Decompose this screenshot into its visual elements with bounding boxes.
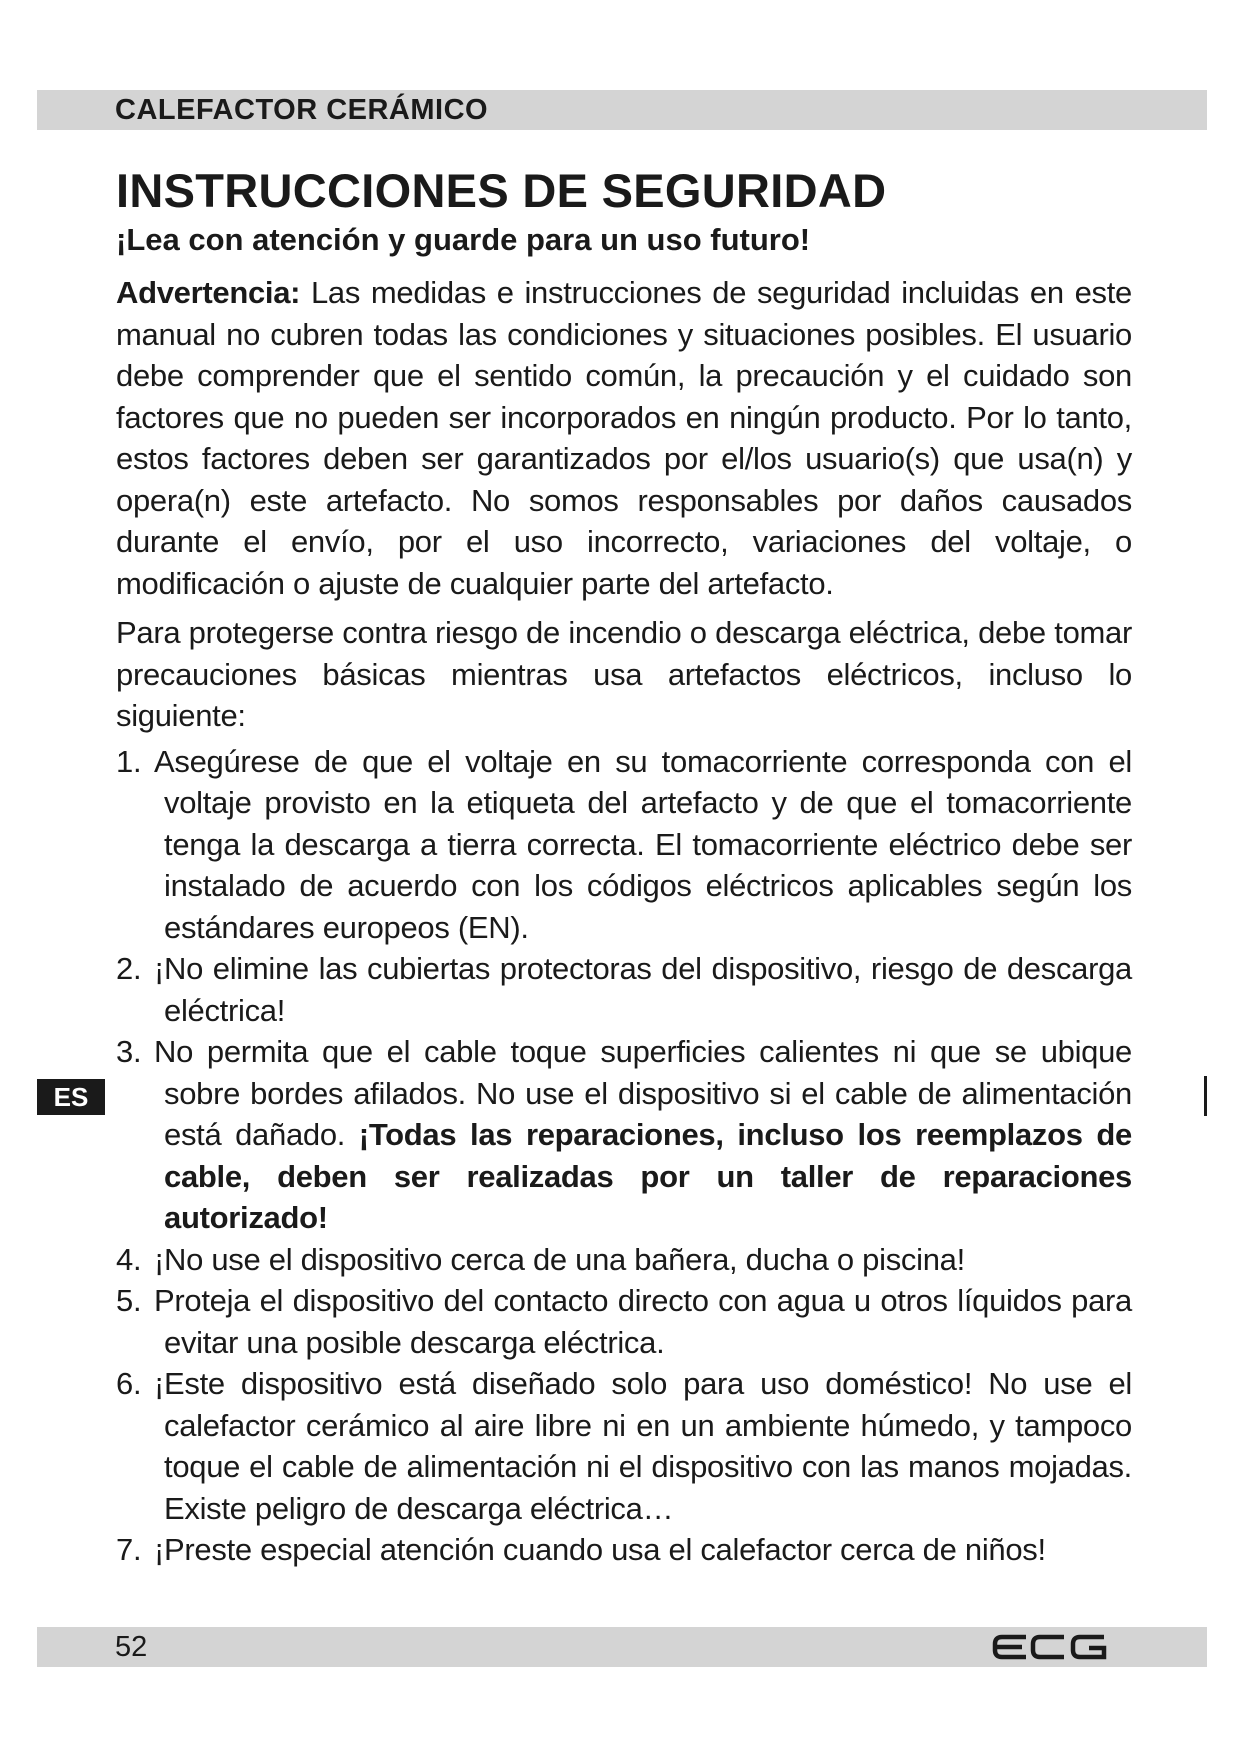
list-item-number: 5. [116, 1283, 142, 1318]
list-item-text: ¡Este dispositivo está diseñado solo para uso doméstico! No use el calefactor cerámico al aire libre ni en un ambiente húmedo, y tampoco toque el cable de alimentación ni el dispositivo con las manos mojadas. Existe peligro de descarga eléctrica… [154, 1366, 1132, 1526]
footer-bar [37, 1627, 1207, 1667]
list-item-number: 1. [116, 743, 142, 779]
list-item-text-bold: ¡Todas las reparaciones, incluso los reemplazos de cable, deben ser realizadas por un taller de reparaciones autorizado! [164, 1117, 1132, 1235]
page-subtitle: ¡Lea con atención y guarde para un uso futuro! [116, 222, 811, 257]
language-tab: ES [37, 1079, 105, 1115]
list-item-text: ¡Preste especial atención cuando usa el calefactor cerca de niños! [154, 1532, 1046, 1567]
list-item [116, 1280, 1132, 1363]
list-item [116, 948, 1132, 1031]
list-item-text: ¡No use el dispositivo cerca de una bañera, ducha o piscina! [154, 1241, 965, 1277]
page-title: INSTRUCCIONES DE SEGURIDAD [116, 164, 887, 217]
list-item-text: Asegúrese de que el voltaje en su tomacorriente corresponda con el voltaje provisto en la etiqueta del artefacto y de que el tomacorriente tenga la descarga a tierra correcta. El tomacorriente eléctrico debe ser instalado de acuerdo con los códigos eléctricos aplicables según los estándares europeos (EN). [154, 743, 1132, 945]
list-item [116, 1529, 1132, 1571]
warning-paragraph [116, 272, 1132, 604]
list-item-text [154, 1031, 1132, 1239]
safety-list [116, 741, 1132, 1571]
list-item [116, 1363, 1132, 1529]
list-item-text: Proteja el dispositivo del contacto directo con agua u otros líquidos para evitar una posible descarga eléctrica. [154, 1283, 1132, 1360]
list-item-number: 7. [116, 1532, 142, 1567]
list-item-number: 3. [116, 1034, 142, 1069]
list-item-number: 4. [116, 1241, 142, 1277]
header-title: CALEFACTOR CERÁMICO [115, 94, 489, 126]
list-item-text-regular: No permita que el cable toque superficies calientes ni que se ubique sobre bordes afilados. No use el dispositivo si el cable de alimentación está dañado. [154, 1034, 1132, 1152]
warning-label: Advertencia: [116, 275, 301, 310]
ecg-logo-icon [992, 1633, 1112, 1661]
list-item-number: 2. [116, 951, 142, 986]
page-number: 52 [115, 1631, 148, 1663]
warning-text: Las medidas e instrucciones de seguridad incluidas en este manual no cubren todas las condiciones y situaciones posibles. El usuario debe comprender que el sentido común, la precaución y el cuidado son factores que no pueden ser incorporados en ningún producto. Por lo tanto, estos factores deben ser garantizados por el/los usuario(s) que usa(n) y opera(n) este artefacto. No somos responsables por daños causados durante el envío, por el uso incorrecto, variaciones del voltaje, o modificación o ajuste de cualquier parte del artefacto. [116, 275, 1132, 601]
edge-marker [1204, 1076, 1207, 1116]
list-item [116, 1031, 1132, 1239]
intro-paragraph: Para protegerse contra riesgo de incendio o descarga eléctrica, debe tomar precauciones básicas mientras usa artefactos eléctricos, incluso lo siguiente: [116, 615, 1132, 733]
list-item [116, 1239, 1132, 1281]
list-item-text: ¡No elimine las cubiertas protectoras del dispositivo, riesgo de descarga eléctrica! [154, 951, 1132, 1028]
list-item-number: 6. [116, 1366, 142, 1401]
header-bar [37, 90, 1207, 130]
page-content [116, 162, 1132, 1571]
list-item [116, 741, 1132, 949]
